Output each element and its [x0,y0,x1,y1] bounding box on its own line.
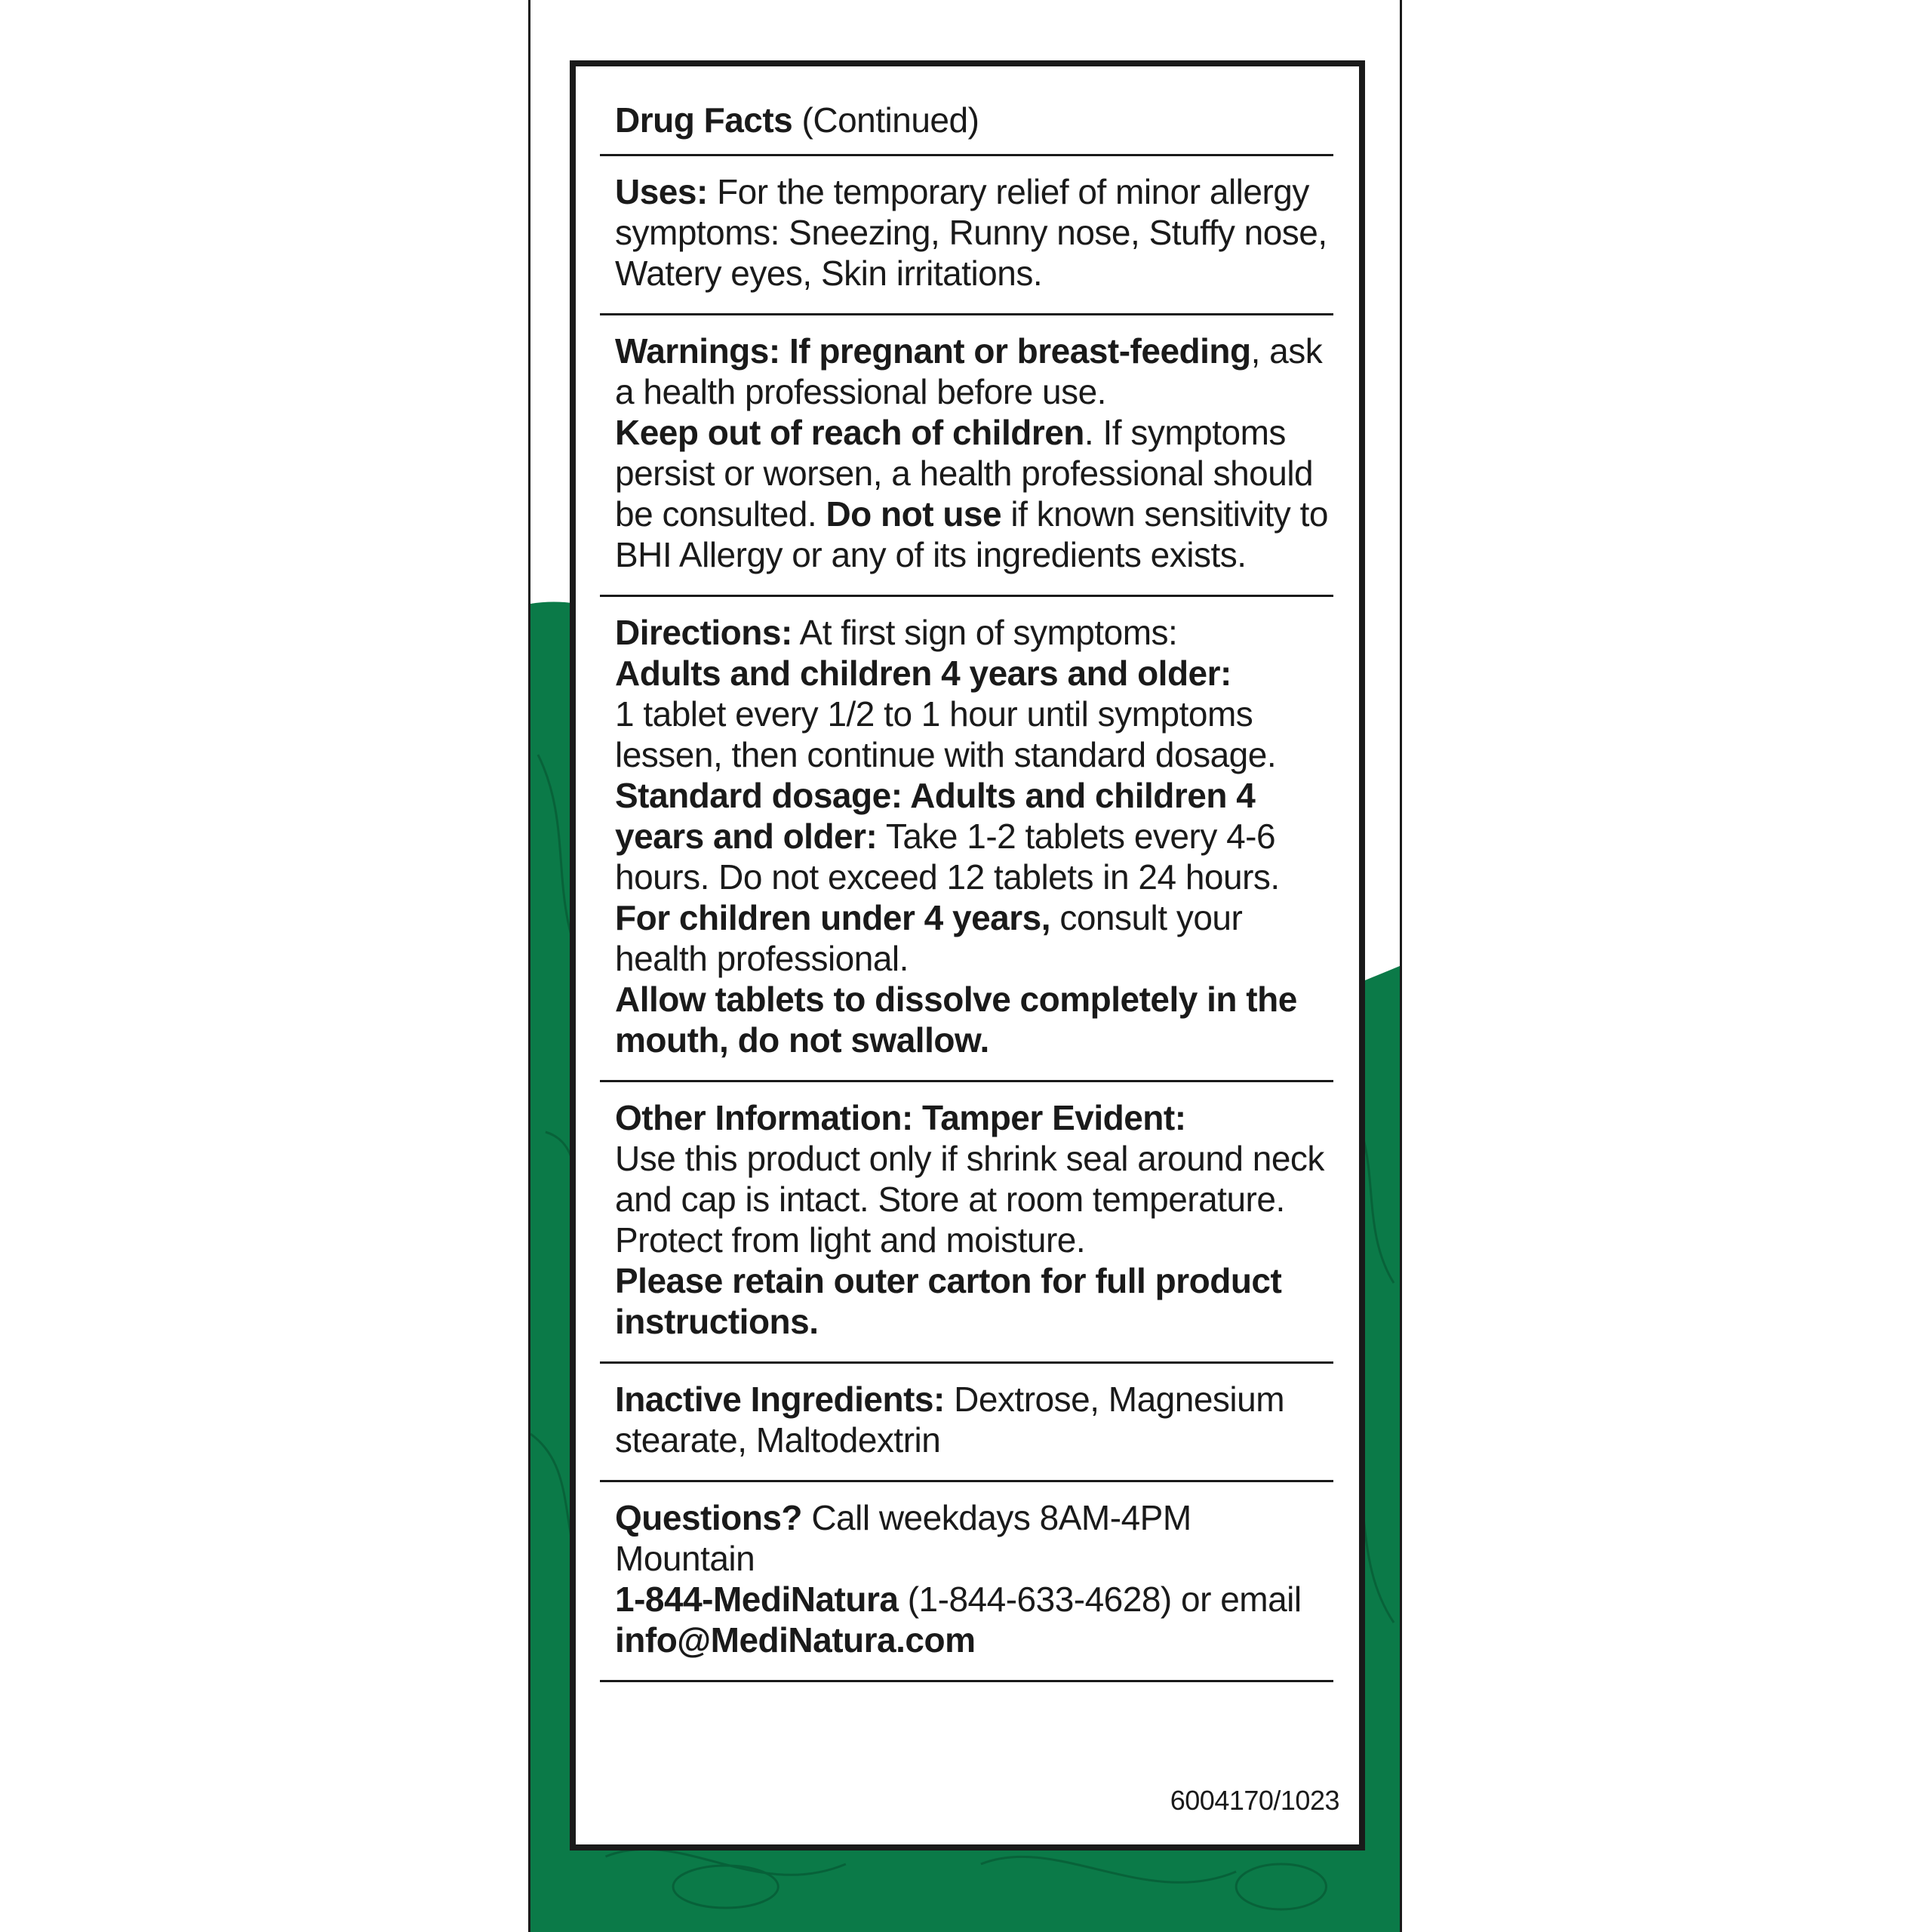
inactive-ingredients-section [600,1364,1333,1482]
directions-under4-bold: For children under 4 years, [615,898,1051,937]
directions-intro: At first sign of symptoms: [799,613,1178,652]
warnings-do-not-use-text: if known sensitivity to BHI Allergy or any of its ingredients exists. [615,494,1328,574]
uses-text: For the temporary relief of minor allergy symptoms: Sneezing, Runny nose, Stuffy nose, Watery eyes, Skin irritations. [615,172,1327,293]
questions-heading: Questions? [615,1498,803,1537]
lot-code: 6004170/1023 [1170,1785,1339,1816]
questions-phone-text: (1-844-633-4628) or email [907,1580,1302,1619]
directions-under4-text: consult your health professional. [615,898,1243,978]
drug-facts-title [600,100,1333,156]
warnings-pregnant-text: , ask a health professional before use. [615,331,1323,411]
directions-adults-text: 1 tablet every 1/2 to 1 hour until symptoms lessen, then continue with standard dosage. [615,694,1277,774]
warnings-pregnant-bold: If pregnant or breast-feeding [789,331,1251,371]
uses-heading: Uses: [615,172,708,211]
drug-facts-panel [570,60,1365,1850]
directions-adults-bold: Adults and children 4 years and older: [615,654,1231,693]
inactive-ingredients-text: Dextrose, Magnesium stearate, Maltodextrin [615,1380,1285,1460]
directions-standard-bold: Standard dosage: Adults and children 4 years and older: [615,776,1256,856]
drug-facts-title-continued: (Continued) [801,100,979,140]
drug-facts-title-bold: Drug Facts [615,100,793,140]
warnings-keep-out-text: . If symptoms persist or worsen, a health professional should be consulted. [615,413,1314,534]
questions-call-text: Call weekdays 8AM-4PM Mountain [615,1498,1192,1578]
warnings-do-not-use-bold: Do not use [826,494,1002,534]
warnings-keep-out-bold: Keep out of reach of children [615,413,1084,452]
directions-section [600,597,1333,1082]
directions-standard-text: Take 1-2 tablets every 4-6 hours. Do not exceed 12 tablets in 24 hours. [615,817,1280,897]
questions-section [600,1482,1333,1682]
other-information-heading: Other Information: Tamper Evident: [615,1098,1186,1137]
other-information-retain-bold: Please retain outer carton for full product instructions. [615,1261,1282,1341]
warnings-heading: Warnings: [615,331,780,371]
warnings-section [600,315,1333,597]
directions-dissolve-bold: Allow tablets to dissolve completely in the mouth, do not swallow. [615,980,1297,1060]
directions-heading: Directions: [615,613,792,652]
questions-email: info@MediNatura.com [615,1620,976,1660]
inactive-ingredients-heading: Inactive Ingredients: [615,1380,945,1419]
label-panel [528,0,1402,1932]
uses-section [600,156,1333,315]
questions-phone-bold: 1-844-MediNatura [615,1580,899,1619]
other-information-section [600,1082,1333,1364]
other-information-text: Use this product only if shrink seal around neck and cap is intact. Store at room temperature. Protect from light and moisture. [615,1139,1324,1260]
